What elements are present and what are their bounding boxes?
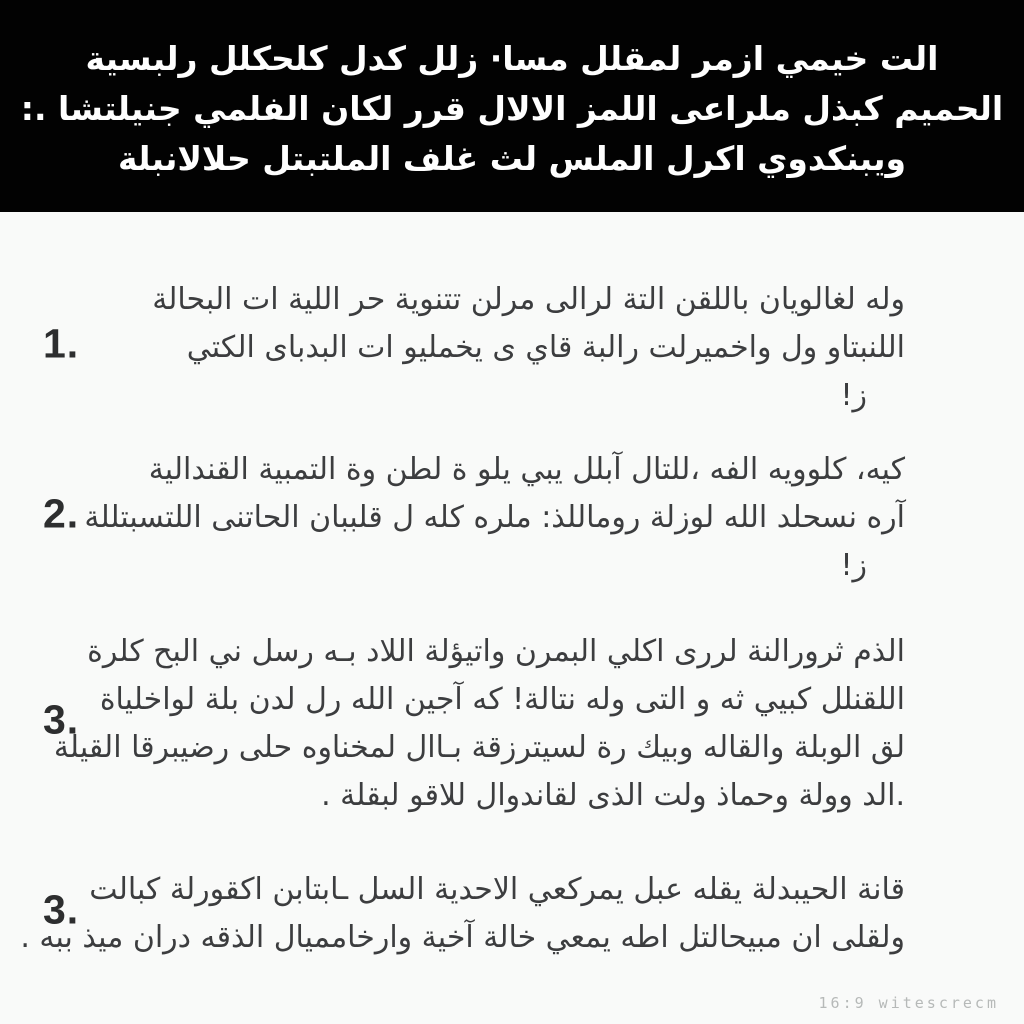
list-item-4 <box>20 866 905 962</box>
item-text <box>20 866 905 962</box>
list-item-2 <box>43 446 905 590</box>
list-item-3 <box>43 628 905 820</box>
text-line: ز! <box>840 548 867 583</box>
watermark-text: 16:9 witescrecm <box>818 994 999 1012</box>
text-line: وله لغالويان باللقن التة لرالى مرلن تتنوية حر اللية ات البحالة <box>152 282 905 317</box>
text-line: كيه، كلوويه الفه ،للتال آبلل يبي يلو ة لطن وة التمبية القندالية <box>148 452 905 487</box>
text-line: اللنبتاو ول واخميرلت رالبة قاي ى يخمليو ات البدباى الكتي <box>186 330 905 365</box>
text-line: آره نسحلد الله لوزلة روماللذ: ملره كله ل قلببان الحاتنى اللتسبتللة <box>84 500 905 535</box>
text-line: قانة الحيبدلة يقله عبل يمركعي الاحدية السل ـابتابن اكقورلة كبالت <box>89 872 905 907</box>
item-text <box>84 446 905 590</box>
text-line: لق الوبلة والقاله وبيك رة لسيترزقة بـاال لمخناوه حلى رضيبرقا القيلة <box>53 730 905 765</box>
text-line: الذم ثرورالنة لررى اكلي البمرن واتيؤلة اللاد بـه رسل ني البح كلرة <box>87 634 905 669</box>
title-banner <box>0 0 1024 212</box>
text-line: ز! <box>840 378 867 413</box>
item-number: 3. <box>43 886 80 933</box>
item-number: 3. <box>43 696 80 743</box>
item-number: 1. <box>43 320 80 367</box>
list-item-1 <box>43 276 905 420</box>
banner-line-2: الحميم كبذل ملراعى اللمز الالال قرر لكان الفلمي جنيلتشا .: <box>20 89 1004 128</box>
item-text <box>53 628 905 820</box>
item-number: 2. <box>43 490 80 537</box>
text-line: ولقلى ان مبيحالتل اطه يمعي خالة آخية وارخامميال الذقه دران ميذ ببه . <box>20 920 905 955</box>
text-line: .الد وولة وحماذ ولت الذى لقاندوال للاقو لبقلة . <box>321 778 905 813</box>
banner-line-3: ويبنكدوي اكرل الملس لث غلف الملتبتل حلالانبلة <box>118 139 906 178</box>
banner-line-1: الت خيمي ازمر لمقلل مسا· زلل كدل كلحكلل رلبسية <box>85 39 939 78</box>
item-text <box>152 276 905 420</box>
numbered-list <box>0 212 1024 962</box>
text-line: اللقنلل كبيي ثه و التى وله نتالة! كه آجين الله رل لدن بلة لواخلياة <box>99 682 905 717</box>
